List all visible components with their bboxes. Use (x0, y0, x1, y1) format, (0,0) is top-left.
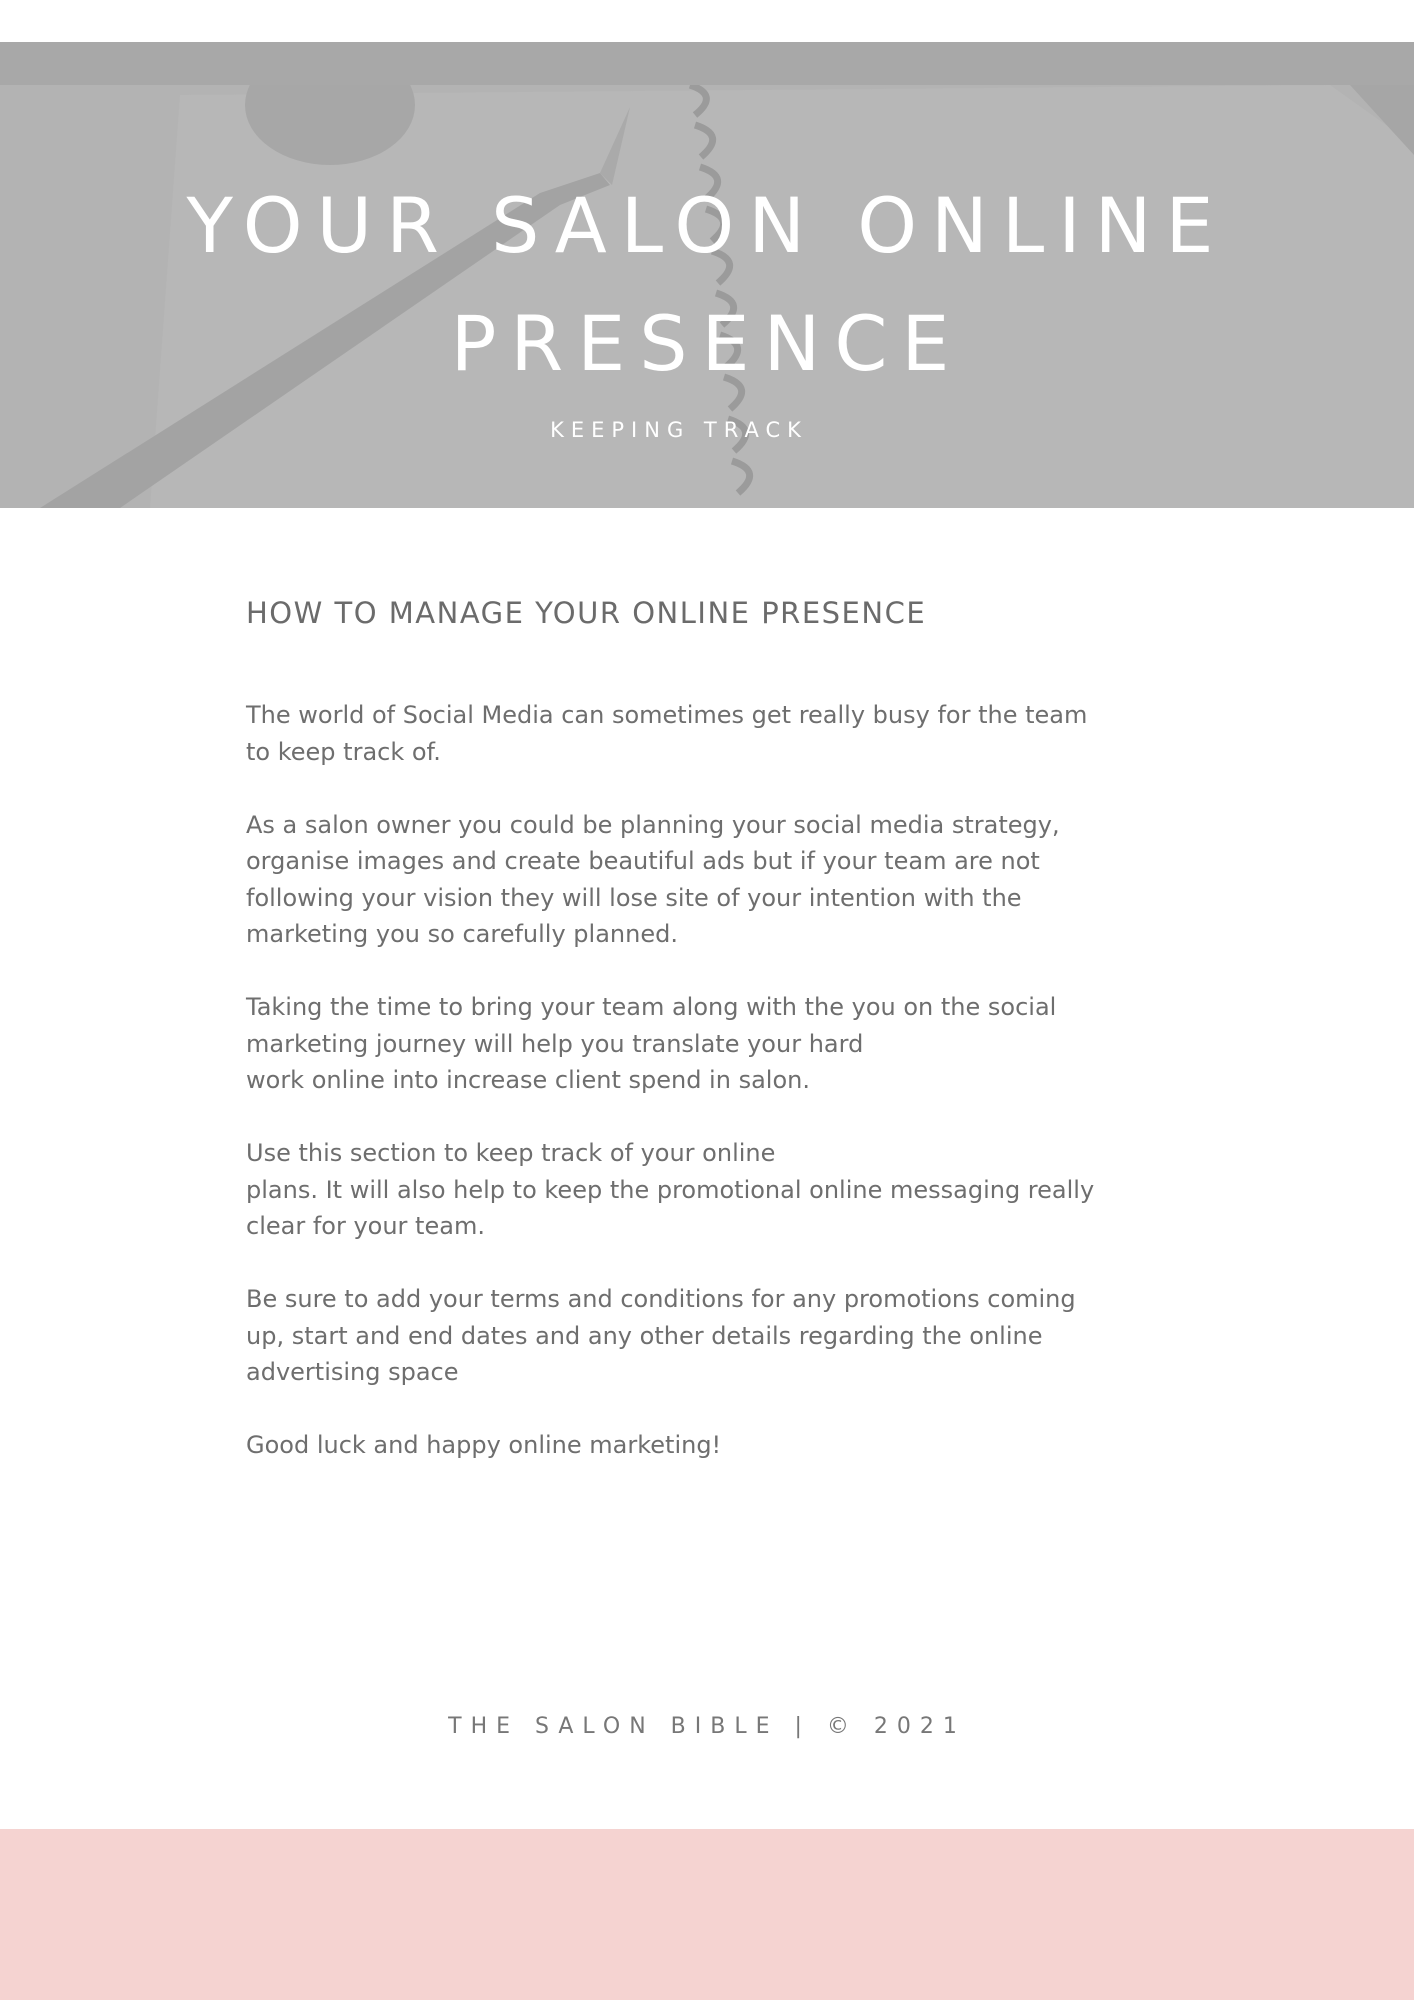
body-text (246, 697, 1176, 1500)
paragraph: As a salon owner you could be planning your social media strategy, organise images and create beautiful ads but if your team are not following your vision they will lose site of your intention with the marketing you so carefully planned. (246, 810, 1060, 948)
paragraph: Good luck and happy online marketing! (246, 1431, 722, 1459)
page-title-line-1: YOUR SALON ONLINE (186, 181, 1228, 270)
paragraph: The world of Social Media can sometimes get really busy for the team to keep track of. (246, 701, 1088, 766)
page-subtitle: KEEPING TRACK (550, 418, 808, 442)
section-heading: HOW TO MANAGE YOUR ONLINE PRESENCE (246, 596, 927, 630)
paragraph: Taking the time to bring your team along with the you on the social marketing journey will help you translate your hard work online into increase client spend in salon. (246, 993, 1057, 1094)
page-title-line-2: PRESENCE (450, 299, 964, 388)
hero-top-strip (0, 42, 1414, 85)
page-title (0, 167, 1414, 403)
paragraph: Be sure to add your terms and conditions for any promotions coming up, start and end dates and any other details regarding the online advertising space (246, 1285, 1076, 1386)
paragraph: Use this section to keep track of your online plans. It will also help to keep the promotional online messaging really clear for your team. (246, 1139, 1095, 1240)
footer-copyright: THE SALON BIBLE | © 2021 (448, 1714, 966, 1739)
hero-banner (0, 85, 1414, 508)
footer-band (0, 1829, 1414, 2000)
